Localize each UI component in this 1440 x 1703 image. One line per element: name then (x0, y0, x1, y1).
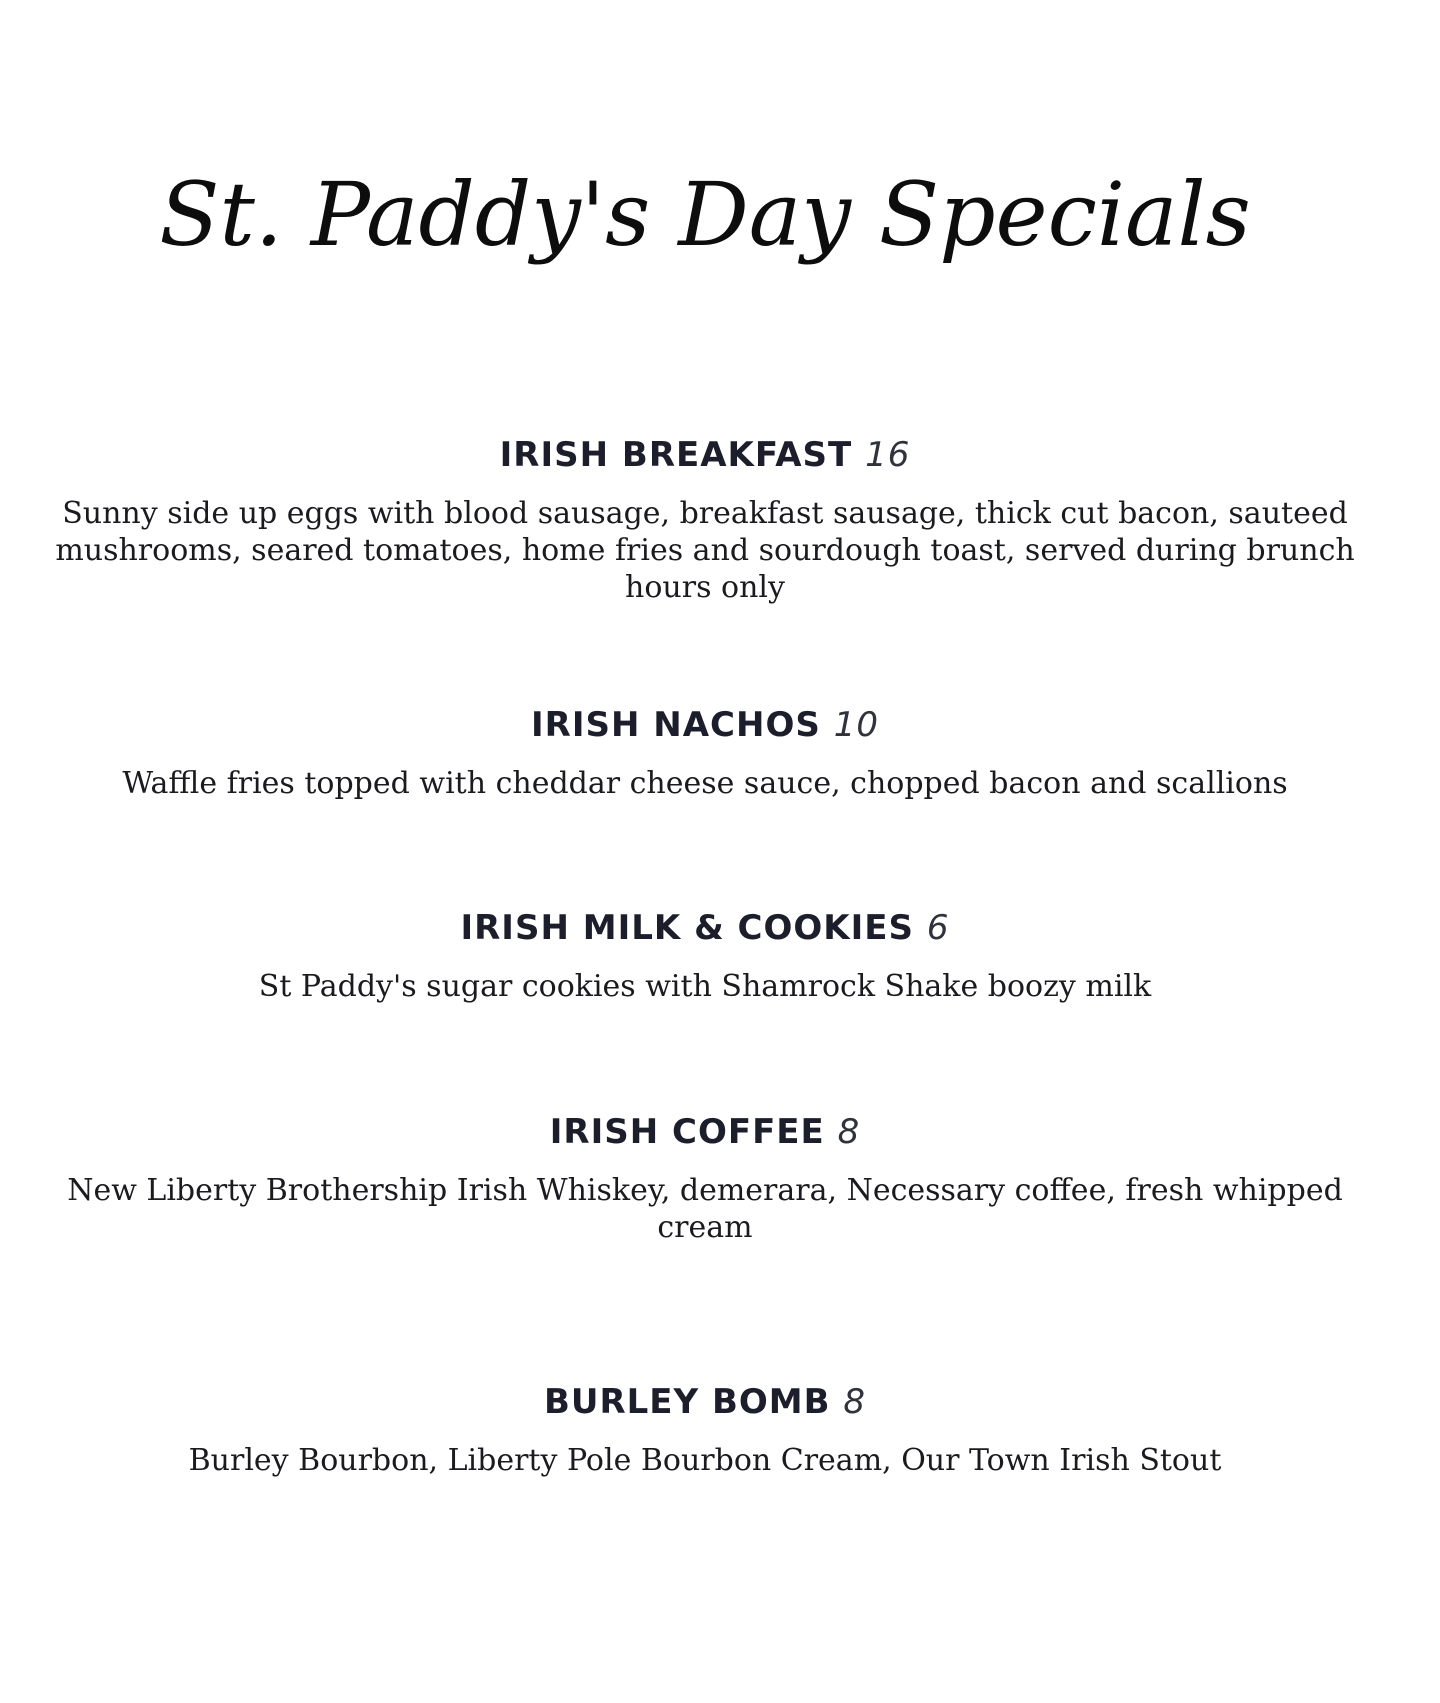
menu-item-heading (55, 703, 1355, 747)
menu-item-price: 10 (833, 705, 879, 745)
menu-item-name: BURLEY BOMB (543, 1382, 831, 1422)
menu-item-price: 8 (843, 1382, 867, 1422)
menu-item-irish-milk-cookies (55, 906, 1355, 1005)
menu-item-price: 8 (837, 1112, 861, 1152)
menu-item-description: Waffle fries topped with cheddar cheese sauce, chopped bacon and scallions (122, 766, 1288, 801)
menu-item-heading (55, 433, 1355, 477)
menu-item-name: IRISH NACHOS (531, 705, 821, 745)
menu-item-price: 16 (865, 435, 911, 475)
menu-item-irish-breakfast (55, 433, 1355, 606)
menu-item-heading (55, 1380, 1355, 1424)
page-title: St. Paddy's Day Specials (159, 163, 1251, 266)
menu-item-burley-bomb (55, 1380, 1355, 1479)
menu-item-heading (55, 1110, 1355, 1154)
menu-item-description: Burley Bourbon, Liberty Pole Bourbon Cream, Our Town Irish Stout (188, 1443, 1222, 1478)
menu-item-description: St Paddy's sugar cookies with Shamrock Shake boozy milk (258, 969, 1152, 1004)
menu-item-name: IRISH MILK & COOKIES (460, 908, 915, 948)
menu-item-description: Sunny side up eggs with blood sausage, breakfast sausage, thick cut bacon, sauteed mushrooms, seared tomatoes, home fries and sourdough toast, served during brunch hours only (55, 496, 1355, 605)
menu-item-name: IRISH COFFEE (549, 1112, 825, 1152)
menu-item-irish-coffee (55, 1110, 1355, 1246)
menu-item-heading (55, 906, 1355, 950)
menu-item-irish-nachos (55, 703, 1355, 802)
menu-item-price: 6 (926, 908, 950, 948)
menu-item-description: New Liberty Brothership Irish Whiskey, demerara, Necessary coffee, fresh whipped cream (67, 1173, 1343, 1245)
menu-item-name: IRISH BREAKFAST (499, 435, 853, 475)
